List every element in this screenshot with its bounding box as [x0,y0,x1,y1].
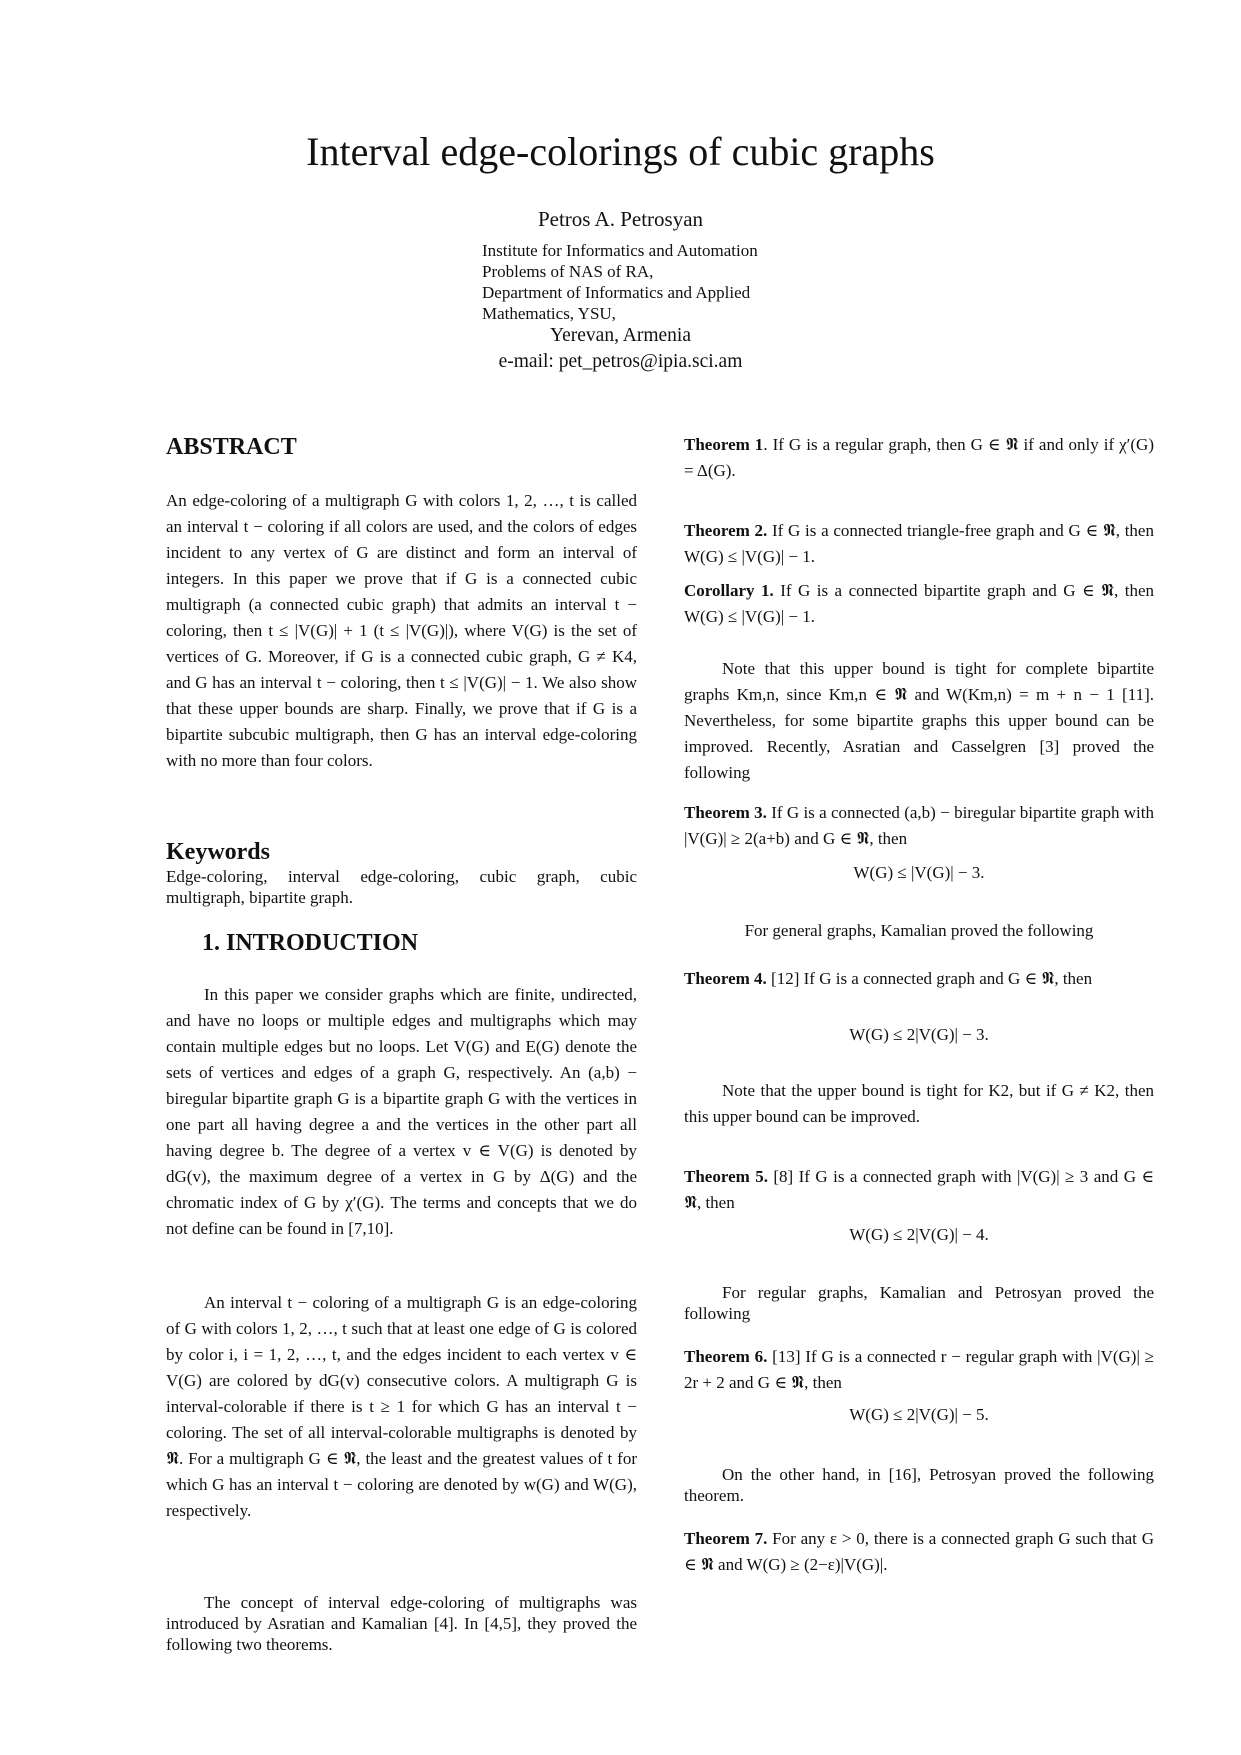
affiliation-line-2: Department of Informatics and Applied Mathematics, YSU, [482,283,751,323]
theorem-6-label: Theorem 6. [684,1347,768,1366]
intro-paragraph-3: The concept of interval edge-coloring of multigraphs was introduced by Asratian and Kamalian [4]. In [4,5], they proved the following two theorems. [166,1593,637,1654]
theorem-5-text: [8] If G is a connected graph with |V(G)| ≥ 3 and G ∈ 𝕹, then [684,1167,1154,1212]
theorem-6 [684,1344,1154,1396]
keywords-heading: Keywords [166,839,270,865]
author-name: Petros A. Petrosyan [537,207,704,231]
corollary-1 [684,578,1154,630]
abstract-text: An edge-coloring of a multigraph G with colors 1, 2, …, t is called an interval t − coloring if all colors are used, and the colors of edges incident to any vertex of G are distinct and form an interval of integers. In this paper we prove that if G is a connected cubic multigraph (a connected cubic graph) that admits an interval t − coloring, then t ≤ |V(G)| + 1 (t ≤ |V(G)|), where V(G) is the set of vertices of G. Moreover, if G is a connected cubic graph, G ≠ K4, and G has an interval t − coloring, then t ≤ |V(G)| − 1. We also show that these upper bounds are sharp. Finally, we prove that if G is a bipartite subcubic multigraph, then G has an interval edge-coloring with no more than four colors. [166,491,637,770]
regular-graphs-line: For regular graphs, Kamalian and Petrosyan proved the following [684,1283,1154,1323]
keywords-text: Edge-coloring, interval edge-coloring, cubic graph, cubic multigraph, bipartite graph. [166,867,637,907]
theorem-3-text: If G is a connected (a,b) − biregular bipartite graph with |V(G)| ≥ 2(a+b) and G ∈ 𝕹, then [684,803,1154,848]
other-hand-line: On the other hand, in [16], Petrosyan proved the following theorem. [684,1465,1154,1505]
corollary-1-label: Corollary 1. [684,581,774,600]
theorem-6-formula: W(G) ≤ 2|V(G)| − 5. [849,1405,989,1424]
theorem-2 [684,518,1154,570]
note-bipartite: Note that this upper bound is tight for complete bipartite graphs Km,n, since Km,n ∈ 𝕹 and W(Km,n) = m + n − 1 [11]. Nevertheless, for some bipartite graphs this upper bound can be improved. Recently, Asratian and Casselgren [3] proved the following [684,659,1154,782]
affiliation-line-1: Institute for Informatics and Automation Problems of NAS of RA, [482,241,758,281]
theorem-3 [684,800,1154,852]
note-k2: Note that the upper bound is tight for K2, but if G ≠ K2, then this upper bound can be improved. [684,1081,1154,1126]
theorem-2-label: Theorem 2. [684,521,768,540]
theorem-1 [684,432,1154,484]
affiliation [482,240,800,324]
theorem-1-label: Theorem 1 [684,435,764,454]
theorem-4-text: [12] If G is a connected graph and G ∈ 𝕹, then [766,969,1093,988]
general-graphs-line: For general graphs, Kamalian proved the following [744,921,1094,940]
theorem-7 [684,1526,1154,1578]
theorem-5-formula: W(G) ≤ 2|V(G)| − 4. [849,1225,989,1244]
intro-paragraph-1: In this paper we consider graphs which are finite, undirected, and have no loops or multiple edges and multigraphs which may contain multiple edges but no loops. Let V(G) and E(G) denote the sets of vertices and edges of a graph G, respectively. An (a,b) − biregular bipartite graph G is a bipartite graph G with the vertices in one part all having degree a and the vertices in the other part all having degree b. The degree of a vertex v ∈ V(G) is denoted by dG(v), the maximum degree of a vertex in G by Δ(G) and the chromatic index of G by χ′(G). The terms and concepts that we do not define can be found in [7,10]. [166,985,637,1238]
theorem-1-text: . If G is a regular graph, then G ∈ 𝕹 if and only if χ′(G) = Δ(G). [684,435,1154,480]
abstract-heading: ABSTRACT [166,434,297,460]
intro-paragraph-2: An interval t − coloring of a multigraph G is an edge-coloring of G with colors 1, 2, …, t such that at least one edge of G is colored by color i, i = 1, 2, …, t, and the edges incident to each vertex v ∈ V(G) are colored by dG(v) consecutive colors. A multigraph G is interval-colorable if there is t ≥ 1 for which G has an interval t − coloring. The set of all interval-colorable multigraphs is denoted by 𝕹. For a multigraph G ∈ 𝕹, the least and the greatest values of t for which G has an interval t − coloring are denoted by w(G) and W(G), respectively. [166,1293,637,1520]
theorem-7-text: For any ε > 0, there is a connected graph G such that G ∈ 𝕹 and W(G) ≥ (2−ε)|V(G)|. [684,1529,1154,1574]
theorem-5-label: Theorem 5. [684,1167,768,1186]
theorem-2-text: If G is a connected triangle-free graph and G ∈ 𝕹, then W(G) ≤ |V(G)| − 1. [684,521,1154,566]
theorem-3-formula: W(G) ≤ |V(G)| − 3. [853,863,985,882]
paper-title: Interval edge-colorings of cubic graphs [306,129,935,174]
theorem-6-text: [13] If G is a connected r − regular graph with |V(G)| ≥ 2r + 2 and G ∈ 𝕹, then [684,1347,1154,1392]
theorem-3-label: Theorem 3. [684,803,767,822]
theorem-4-label: Theorem 4. [684,969,767,988]
author-email: e-mail: pet_petros@ipia.sci.am [498,351,743,372]
theorem-4 [684,966,1154,992]
affiliation-city: Yerevan, Armenia [550,325,691,346]
corollary-1-text: If G is a connected bipartite graph and G ∈ 𝕹, then W(G) ≤ |V(G)| − 1. [684,581,1154,626]
theorem-7-label: Theorem 7. [684,1529,768,1548]
introduction-heading: 1. INTRODUCTION [202,930,419,956]
theorem-5 [684,1164,1154,1216]
theorem-4-formula: W(G) ≤ 2|V(G)| − 3. [849,1025,989,1044]
